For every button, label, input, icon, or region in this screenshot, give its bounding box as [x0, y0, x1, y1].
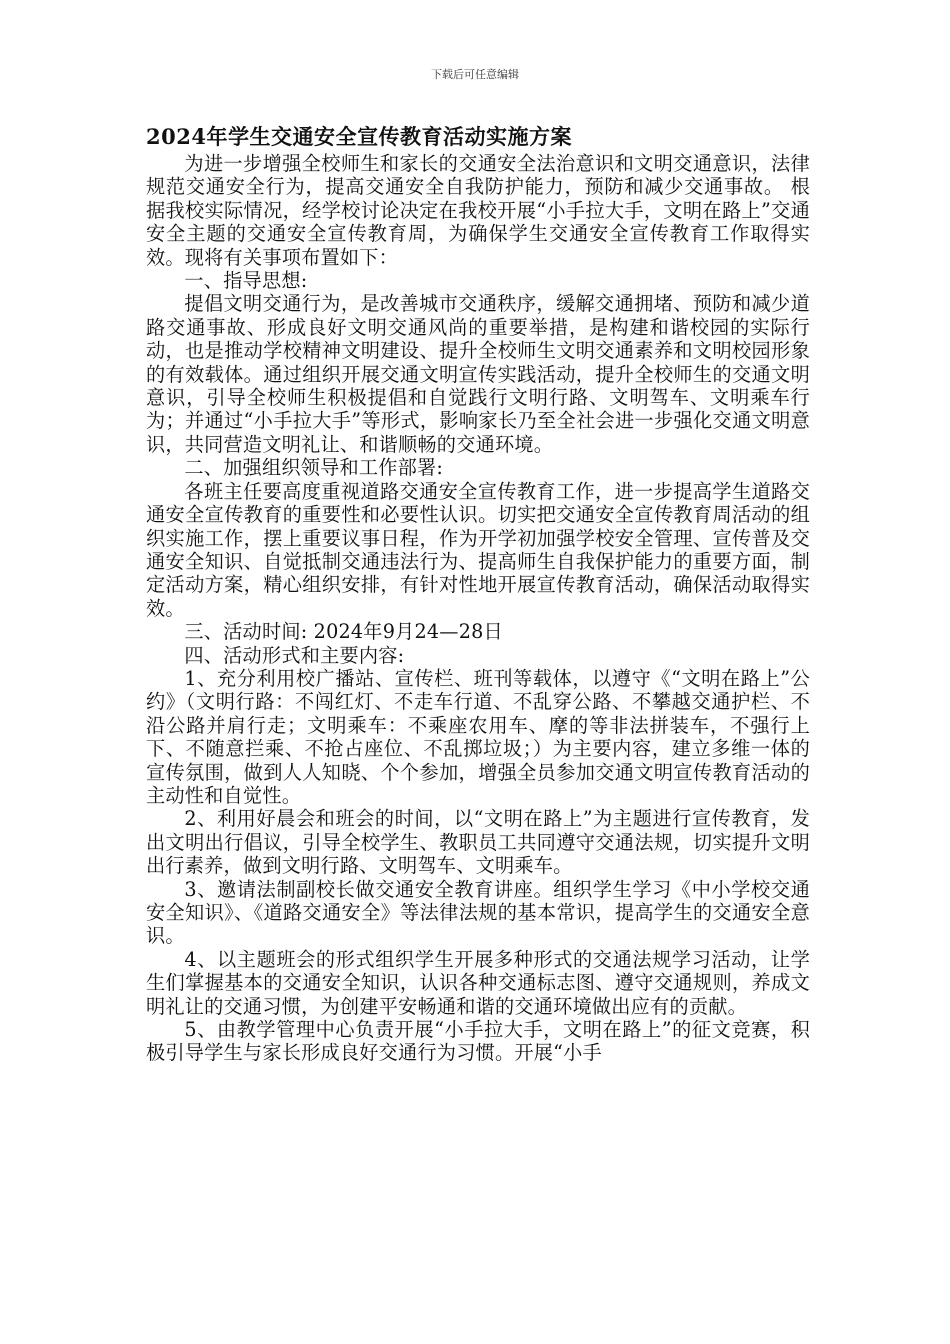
section-heading-activity-content: 四、活动形式和主要内容: — [184, 643, 405, 667]
intro-paragraph: 为进一步增强全校师生和家长的交通安全法治意识和文明交通意识，法律规范交通安全行为，提高交通安全自我防护能力，预防和减少交通事故。 根据我校实际情况，经学校讨论决定在我校开展“小手拉大手，文明在路上”交通安全主题的交通安全宣传教育周，为确保学生交通安全宣传教育工作取得实效。现将有关事项布置如下： — [146, 152, 810, 269]
activity-item-3: 3、邀请法制副校长做交通安全教育讲座。组织学生学习《中小学校交通安全知识》、《道路交通安全》等法律法规的基本常识，提高学生的交通安全意识。 — [146, 877, 810, 948]
activity-item-4: 4、以主题班会的形式组织学生开展多种形式的交通法规学习活动，让学生们掌握基本的交通安全知识，认识各种交通标志图、遵守交通规则，养成文明礼让的交通习惯，为创建平安畅通和谐的交通环境做出应有的贡献。 — [146, 947, 810, 1018]
document-title: 2024年学生交通安全宣传教育活动实施方案 — [146, 124, 572, 149]
organization-paragraph: 各班主任要高度重视道路交通安全宣传教育工作，进一步提高学生道路交通安全宣传教育的重要性和必要性认识。切实把交通安全宣传教育周活动的组织实施工作，摆上重要议事日程，作为开学初加强学校安全管理、宣传普及交通安全知识、自觉抵制交通违法行为、提高师生自我保护能力的重要方面，制定活动方案，精心组织安排，有针对性地开展宣传教育活动，确保活动取得实效。 — [146, 479, 810, 620]
document-body — [146, 122, 810, 1065]
section-heading-organization: 二、加强组织领导和工作部署: — [184, 456, 444, 480]
section-heading-activity-time: 三、活动时间: 2024年9月24—28日 — [184, 620, 503, 644]
activity-item-2: 2、利用好晨会和班会的时间，以“文明在路上”为主题进行宣传教育，发出文明出行倡议，引导全校学生、教职员工共同遵守交通法规，切实提升文明出行素养，做到文明行路、文明驾车、文明乘车。 — [146, 807, 810, 878]
activity-item-1: 1、充分利用校广播站、宣传栏、班刊等载体，以遵守《“文明在路上”公约》（文明行路：不闯红灯、不走车行道、不乱穿公路、不攀越交通护栏、不沿公路并肩行走；文明乘车：不乘座农用车、摩的等非法拼装车，不强行上下、不随意拦乘、不抢占座位、不乱掷垃圾；）为主要内容，建立多维一体的宣传氛围，做到人人知晓、个个参加，增强全员参加交通文明宣传教育活动的主动性和自觉性。 — [146, 666, 810, 807]
activity-item-5: 5、由教学管理中心负责开展“小手拉大手，文明在路上”的征文竞赛，积极引导学生与家长形成良好交通行为习惯。开展“小手 — [146, 1018, 810, 1065]
header-note: 下载后可任意编辑 — [431, 68, 519, 81]
section-heading-guiding-ideology: 一、指导思想: — [184, 269, 308, 293]
guiding-ideology-paragraph: 提倡文明交通行为，是改善城市交通秩序，缓解交通拥堵、预防和减少道路交通事故、形成良好文明交通风尚的重要举措，是构建和谐校园的实际行动，也是推动学校精神文明建设、提升全校师生文明交通素养和文明校园形象的有效载体。通过组织开展交通文明宣传实践活动，提升全校师生的交通文明意识，引导全校师生积极提倡和自觉践行文明行路、文明驾车、文明乘车行为；并通过“小手拉大手”等形式，影响家长乃至全社会进一步强化交通文明意识，共同营造文明礼让、和谐顺畅的交通环境。 — [146, 292, 810, 456]
